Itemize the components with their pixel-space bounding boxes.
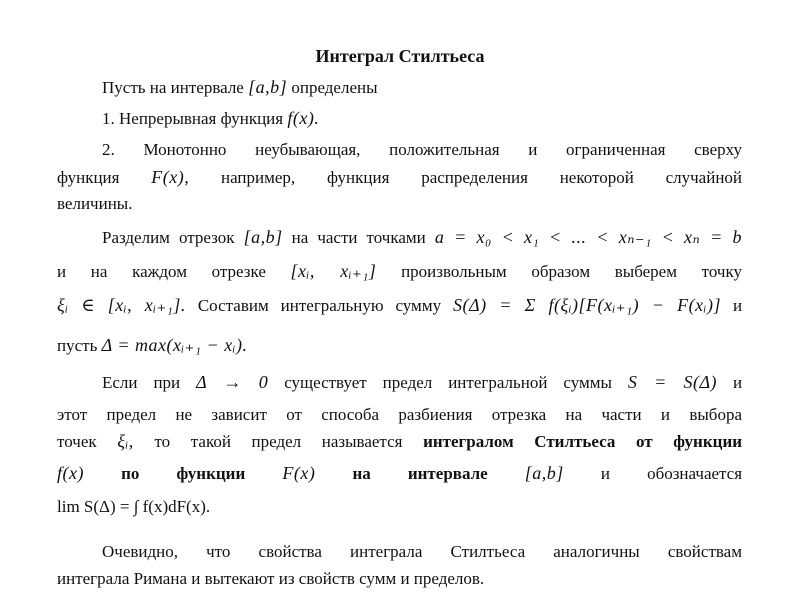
para-partition-line1: Разделим отрезок [a,b] на части точками a = x₀ < x₁ < ... < xₙ₋₁ < xₙ = b bbox=[102, 227, 743, 247]
formula-f-x-2: f(x) bbox=[57, 463, 84, 483]
para-intro: Пусть на интервале [a,b] определены bbox=[102, 77, 378, 97]
para-partition-line4: пусть Δ = max(xᵢ₊₁ − xᵢ). bbox=[57, 335, 248, 355]
para-partition-line3: ξᵢ ∈ [xᵢ, xᵢ₊₁]. Составим интегральную сумму S(Δ) = Σ f(ξᵢ)[F(xᵢ₊₁) − F(xᵢ)] и bbox=[57, 295, 743, 315]
list-item-1: 1. Непрерывная функция f(x). bbox=[102, 108, 320, 128]
list-item-2-line1: 2. Монотонно неубывающая, положительная и ограниченная сверху bbox=[102, 140, 742, 159]
formula-f-x: f(x). bbox=[287, 108, 320, 128]
formula-subinterval: [xᵢ, xᵢ₊₁] bbox=[290, 261, 377, 281]
formula-stieltjes-integral: lim S(Δ) = ∫ f(x)dF(x). bbox=[57, 497, 211, 516]
para-definition-line2: этот предел не зависит от способа разбиения отрезка на части и выбора bbox=[57, 405, 742, 424]
formula-integral-sum: S(Δ) = Σ f(ξᵢ)[F(xᵢ₊₁) − F(xᵢ)] bbox=[453, 295, 721, 315]
interval-ab-3: [a,b] bbox=[524, 463, 564, 483]
formula-partition: a = x₀ < x₁ < ... < xₙ₋₁ < xₙ = b bbox=[434, 227, 743, 247]
para-properties-line1: Очевидно, что свойства интеграла Стилтьеса аналогичны свойствам bbox=[102, 542, 742, 561]
formula-S-delta: S = S(Δ) bbox=[627, 372, 717, 392]
para-definition-line4: f(x) по функции F(x) на интервале [a,b] и обозначается bbox=[57, 463, 743, 483]
para-definition-line3: точек ξᵢ, то такой предел называется интегралом Стилтьеса от функции bbox=[57, 431, 743, 451]
formula-delta-to-zero: Δ → 0 bbox=[196, 372, 269, 392]
formula-F-x-2: F(x) bbox=[282, 463, 316, 483]
page-title: Интеграл Стилтьеса bbox=[315, 46, 485, 66]
list-item-2-line3: величины. bbox=[57, 194, 133, 213]
formula-F-x: F(x), bbox=[151, 167, 190, 187]
para-definition-line1: Если при Δ → 0 существует предел интегральной суммы S = S(Δ) и bbox=[102, 372, 743, 392]
para-partition-line2: и на каждом отрезке [xᵢ, xᵢ₊₁] произвольным образом выберем точку bbox=[57, 261, 742, 281]
interval-ab-2: [a,b] bbox=[243, 227, 283, 247]
interval-ab: [a,b] bbox=[248, 77, 288, 97]
formula-xi: ξᵢ, bbox=[117, 431, 134, 451]
list-item-2-line2: функция F(x), например, функция распределения некоторой случайной bbox=[57, 167, 743, 187]
para-properties-line2: интеграла Римана и вытекают из свойств сумм и пределов. bbox=[57, 569, 485, 588]
formula-delta-max: Δ = max(xᵢ₊₁ − xᵢ). bbox=[101, 335, 248, 355]
term-stieltjes-integral: интегралом Стилтьеса от функции bbox=[423, 432, 743, 451]
formula-xi-in: ξᵢ ∈ [xᵢ, xᵢ₊₁]. bbox=[57, 295, 186, 315]
